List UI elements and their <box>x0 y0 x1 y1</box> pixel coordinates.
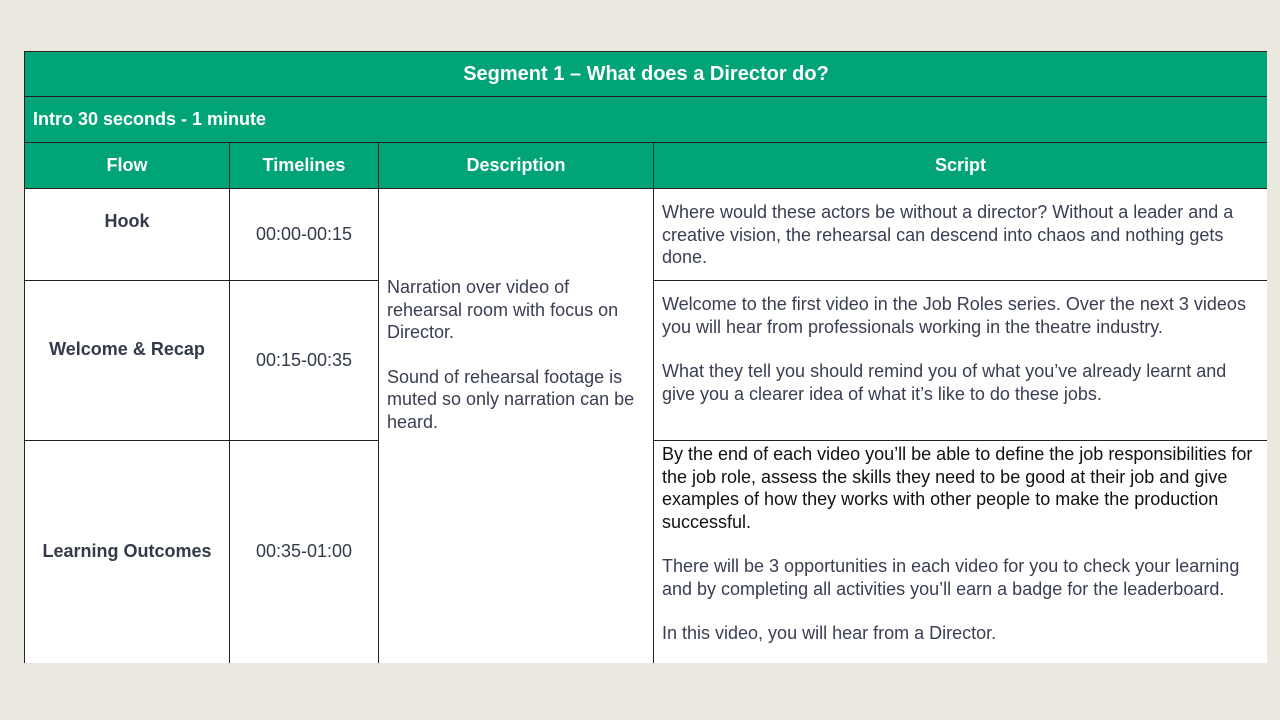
timeline-cell-welcome: 00:15-00:35 <box>230 281 379 441</box>
segment-table-container <box>24 51 1267 663</box>
script-paragraph: By the end of each video you’ll be able to define the job responsibilities for the job role, assess the skills they need to be good at their job and give examples of how they works with other people to make the production successful. <box>662 444 1253 532</box>
timeline-cell-learning: 00:35-01:00 <box>230 441 379 664</box>
script-cell-welcome <box>654 281 1268 441</box>
header-flow: Flow <box>25 143 230 189</box>
intro-duration: Intro 30 seconds - 1 minute <box>25 97 1268 143</box>
script-paragraph: What they tell you should remind you of what you’ve already learnt and give you a clearer idea of what it’s like to do these jobs. <box>662 361 1227 404</box>
script-paragraph: Welcome to the first video in the Job Roles series. Over the next 3 videos you will hear from professionals working in the theatre industry. <box>662 294 1246 337</box>
script-paragraph: Where would these actors be without a director? Without a leader and a creative vision, the rehearsal can descend into chaos and nothing gets done. <box>662 202 1234 267</box>
description-paragraph: Narration over video of rehearsal room with focus on Director. <box>387 277 619 342</box>
script-paragraph: There will be 3 opportunities in each video for you to check your learning and by completing all activities you’ll earn a badge for the leaderboard. <box>662 556 1240 599</box>
segment-title: Segment 1 – What does a Director do? <box>25 52 1268 97</box>
description-paragraph: Sound of rehearsal footage is muted so only narration can be heard. <box>387 366 635 432</box>
flow-cell-hook: Hook <box>25 189 230 281</box>
header-script: Script <box>654 143 1268 189</box>
script-cell-learning <box>654 441 1268 664</box>
script-cell-hook <box>654 189 1268 281</box>
table-row <box>25 189 1268 281</box>
header-timelines: Timelines <box>230 143 379 189</box>
segment-table <box>24 51 1267 663</box>
header-description: Description <box>379 143 654 189</box>
flow-cell-welcome: Welcome & Recap <box>25 281 230 441</box>
description-cell <box>379 189 654 664</box>
script-paragraph: In this video, you will hear from a Director. <box>662 623 997 643</box>
flow-cell-learning: Learning Outcomes <box>25 441 230 664</box>
timeline-cell-hook: 00:00-00:15 <box>230 189 379 281</box>
